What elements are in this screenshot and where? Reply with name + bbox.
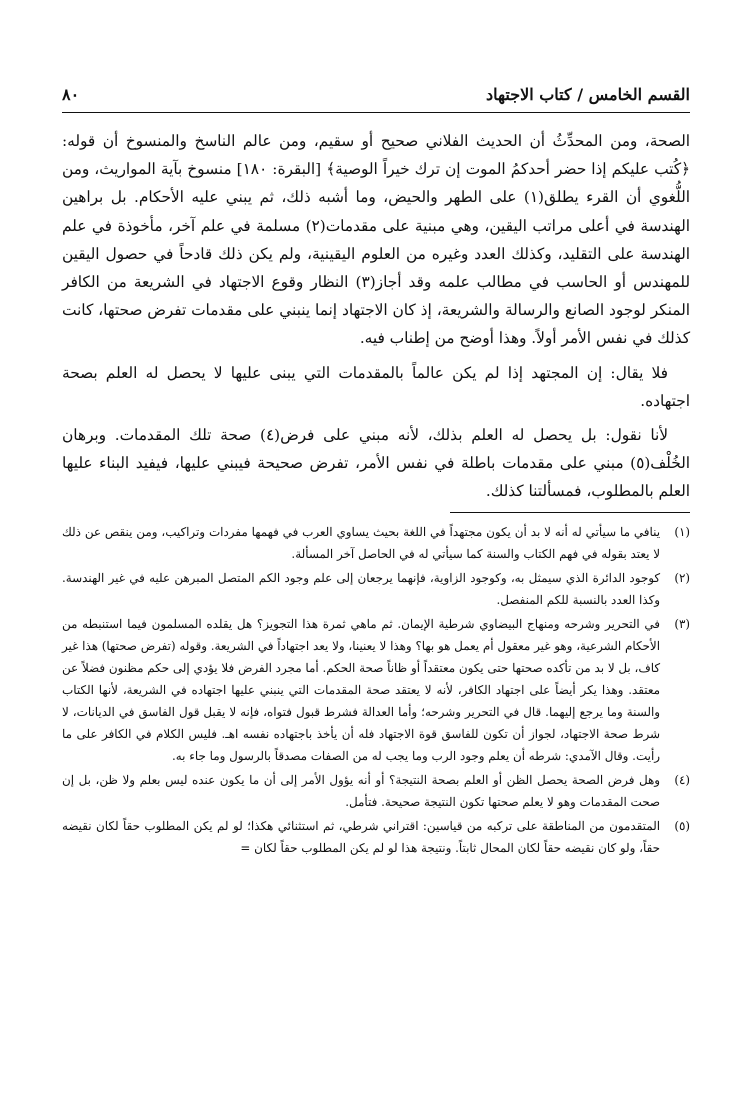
footnote-number: (١): [674, 524, 690, 539]
footnote: [62, 521, 690, 565]
footnote-text: في التحرير وشرحه ومنهاج البيضاوي شرطية الإيمان. ثم ماهي ثمرة هذا التجويز؟ هل يقلده المسلمون فيما استنبطه من الأحكام الشرعية، وهو غير معقول أم يعمل هو بها؟ وهذا لا يعنينا، ولا يعد اجتهاداً في الشريعة. وقوله (تفرض صحتها) هذا غير كاف، بل لا بد من تأكده صحتها حتى يكون معتقداً أو ظاناً صحة الحكم. أما مجرد الفرض فلا يؤدي إلى حكم مظنون فضلاً عن معتقد. وهذا يكر أيضاً على اجتهاد الكافر، لأنه لا يعتقد صحة المقدمات التي ينبني عليها اجتهاده في الشريعة، لأنها الكتاب والسنة وما يرجع إليهما. قال في التحرير وشرحه؛ وأما العدالة فشرط قبول فتواه، فإنه لا يقبل قول الفاسق في الديانات، لا شرط صحة الاجتهاد، لجواز أن تكون للفاسق قوة الاجتهاد فله أن يأخذ باجتهاده نفسه اهـ. فليس الكلام في الكافر على ما رأيت. وقال الآمدي: شرطه أن يعلم وجود الرب وما يجب له من الصفات مصدقاً بالرسول وما جاء به.: [62, 616, 660, 763]
footnote: [62, 567, 690, 611]
footnote-number: (٢): [674, 570, 690, 585]
footnote-text: وهل فرض الصحة يحصل الظن أو العلم بصحة النتيجة؟ أو أنه يؤول الأمر إلى أن ما يكون عنده ليس بعلم ولا ظن، بل إن صحت المقدمات وهو لا يعلم صحتها تكون النتيجة صحيحة. فتأمل.: [62, 772, 660, 809]
footnotes: [62, 521, 690, 859]
footnote-number: (٣): [674, 616, 690, 631]
footnote-separator: [450, 512, 690, 513]
book-page: [62, 84, 690, 861]
footnote-text: كوجود الدائرة الذي سيمثل به، وكوجود الزاوية، فإنهما يرجعان إلى علم وجود الكم المتصل المبرهن عليه في غير الهندسة. وكذا العدد بالنسبة للكم المنفصل.: [62, 570, 660, 607]
footnote: [62, 815, 690, 859]
paragraph: فلا يقال: إن المجتهد إذا لم يكن عالماً بالمقدمات التي يبنى عليها لا يحصل له العلم بصحة اجتهاده.: [62, 363, 690, 410]
footnote-text: المتقدمون من المناطقة على تركبه من قياسين: اقتراني شرطي، ثم استثنائي هكذا؛ لو لم يكن المطلوب حقاً لكان نقيضه حقاً، ولو كان نقيضه حقاً لكان المحال ثابتاً. ونتيجة هذا لو لم يكن المطلوب حقاً لكان =: [62, 818, 660, 855]
paragraph: لأنا نقول: بل يحصل له العلم بذلك، لأنه مبني على فرض(٤) صحة تلك المقدمات. وبرهان الخُلْف(٥) مبني على مقدمات باطلة في نفس الأمر، تفرض صحيحة فيبني عليها، فيفيد البناء عليها العلم بالمطلوب، فمسألتنا كذلك.: [62, 426, 690, 501]
paragraph: الصحة، ومن المحدِّثُ أن الحديث الفلاني صحيح أو سقيم، ومن عالم الناسخ والمنسوخ أن قوله: ﴿كُتب عليكم إذا حضر أحدكمُ الموت إن ترك خيراً الوصية﴾ [البقرة: ١٨٠] منسوخ بآية المواريث، ومن اللُّغوي أن القرء يطلق(١) على الطهر والحيض، وما أشبه ذلك، ثم يبني عليه الأحكام. بل براهين الهندسة في أعلى مراتب اليقين، وهي مبنية على مقدمات(٢) مسلمة في علم آخر، مأخوذة في علم الهندسة على التقليد، وكذلك العدد وغيره من العلوم اليقينية، ولم يكن ذلك قادحاً في حصول اليقين للمهندس أو الحاسب في مطالب علمه وقد أجاز(٣) النظار وقوع الاجتهاد في الشريعة من الكافر المنكر لوجود الصانع والرسالة والشريعة، إذ كان الاجتهاد إنما ينبني على مقدمات تفرض صحتها، كانت كذلك في نفس الأمر أولاً. وهذا أوضح من إطناب فيه.: [62, 132, 691, 348]
footnote: [62, 613, 690, 767]
main-text: [62, 127, 690, 506]
running-header: [62, 84, 690, 113]
footnote-number: (٥): [674, 818, 690, 833]
chapter-title: القسم الخامس / كتاب الاجتهاد: [486, 85, 690, 104]
footnote-text: ينافي ما سيأتي له أنه لا بد أن يكون مجتهداً في اللغة بحيث يساوي العرب في فهمها مفردات وتراكيب، ومن ينقص عن ذلك لا يعتد بقوله في فهم الكتاب والسنة كما سيأتي له في الحاصل آخر المسألة.: [62, 524, 660, 561]
page-number: ٨٠: [62, 85, 80, 104]
footnote-number: (٤): [674, 772, 690, 787]
footnote: [62, 769, 690, 813]
